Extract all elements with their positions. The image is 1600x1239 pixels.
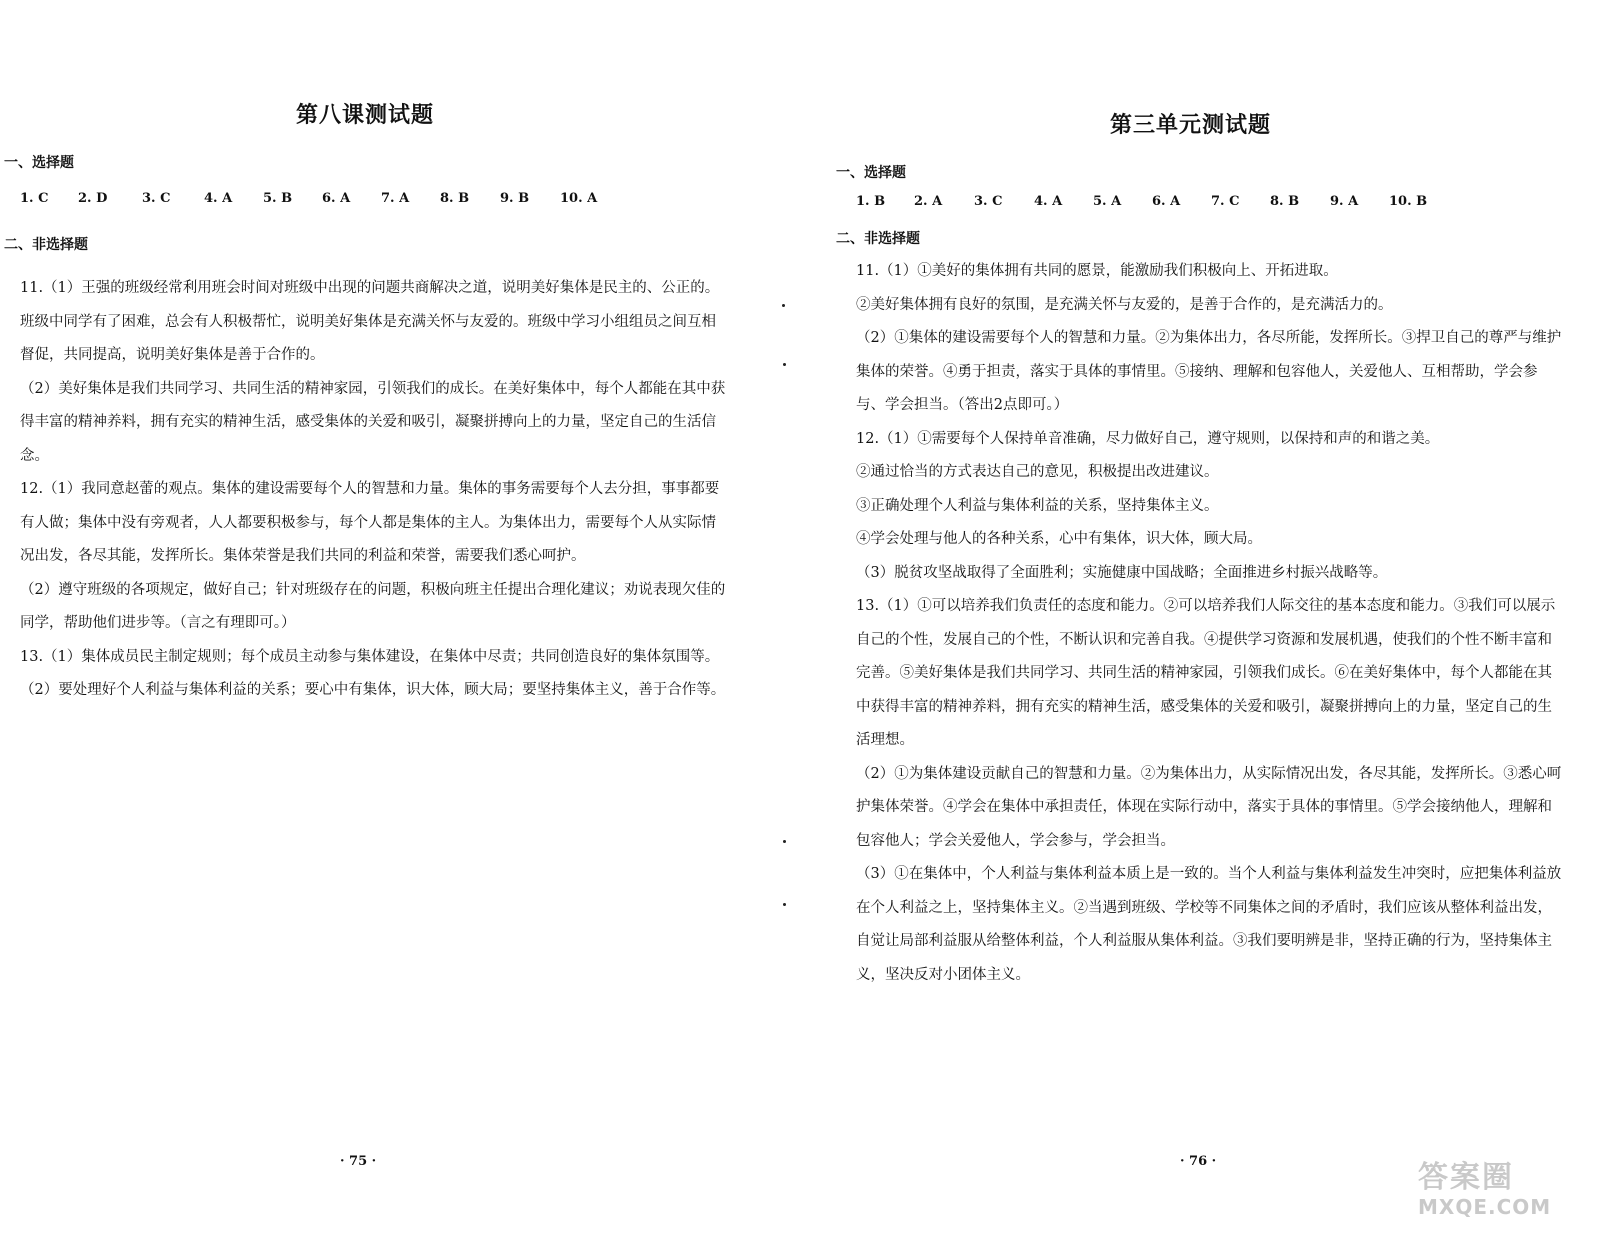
answer-item: 8. B <box>440 191 470 206</box>
answer-item: 6. A <box>1152 194 1181 209</box>
answer-item: 2. D <box>78 191 108 206</box>
answer-item: 3. C <box>974 194 1003 209</box>
page-title: 第八课测试题 <box>296 102 435 128</box>
answer-item: 7. C <box>1211 194 1240 209</box>
answer-paragraph: ②美好集体拥有良好的氛围，是充满关怀与友爱的，是善于合作的，是充满活力的。 <box>856 296 1393 313</box>
answer-item: 1. B <box>856 194 886 209</box>
answer-item: 8. B <box>1270 194 1300 209</box>
answer-paragraph: 12.（1）我同意赵蕾的观点。集体的建设需要每个人的智慧和力量。集体的事务需要每个人去分担，事事都要有人做；集体中没有旁观者，人人都要积极参与，每个人都是集体的主人。为集体出力，需要每个人从实际情况出发，各尽其能，发挥所长。集体荣誉是我们共同的利益和荣誉，需要我们悉心呵护。 <box>20 481 720 564</box>
answer-item: 4. A <box>1034 194 1063 209</box>
answer-paragraph: 11.（1）王强的班级经常利用班会时间对班级中出现的问题共商解决之道，说明美好集体是民主的、公正的。班级中同学有了困难，总会有人积极帮忙，说明美好集体是充满关怀与友爱的。班级中学习小组组员之间互相督促，共同提高，说明美好集体是善于合作的。 <box>20 280 720 363</box>
answer-item: 3. C <box>142 191 171 206</box>
site-watermark-logo <box>1418 1161 1568 1223</box>
answer-paragraph: （2）①集体的建设需要每个人的智慧和力量。②为集体出力，各尽所能，发挥所长。③捍卫自己的尊严与维护集体的荣誉。④勇于担责，落实于具体的事情里。⑤接纳、理解和包容他人，关爱他人、互相帮助，学会参与、学会担当。（答出2点即可。） <box>856 330 1562 413</box>
answer-body <box>20 272 730 708</box>
answer-item: 9. B <box>500 191 530 206</box>
answer-item: 7. A <box>381 191 410 206</box>
answer-paragraph: ②通过恰当的方式表达自己的意见，积极提出改进建议。 <box>856 464 1219 480</box>
scan-mark <box>782 304 785 307</box>
answer-paragraph: 11.（1）①美好的集体拥有共同的愿景，能激励我们积极向上、开拓进取。 <box>856 263 1338 279</box>
answer-paragraph: （2）要处理好个人利益与集体利益的关系；要心中有集体，识大体，顾大局；要坚持集体主义，善于合作等。 <box>20 682 726 698</box>
answer-item: 5. B <box>263 191 293 206</box>
answer-paragraph: （3）脱贫攻坚战取得了全面胜利；实施健康中国战略；全面推进乡村振兴战略等。 <box>856 564 1388 581</box>
answer-item: 1. C <box>20 191 49 206</box>
answer-paragraph: 13.（1）①可以培养我们负责任的态度和能力。②可以培养我们人际交往的基本态度和能力。③我们可以展示自己的个性，发展自己的个性，不断认识和完善自我。④提供学习资源和发展机遇，使我们的个性不断丰富和完善。⑤美好集体是我们共同学习、共同生活的精神家园，引领我们成长。⑥在美好集体中，每个人都能在其中获得丰富的精神养料，拥有充实的精神生活，感受集体的关爱和吸引，凝聚拼搏向上的力量，坚定自己的生活理想。 <box>856 598 1556 748</box>
answer-paragraph: （2）遵守班级的各项规定，做好自己；针对班级存在的问题，积极向班主任提出合理化建议；劝说表现欠佳的同学，帮助他们进步等。（言之有理即可。） <box>20 581 726 631</box>
page-title: 第三单元测试题 <box>1110 112 1272 138</box>
watermark-domain-text: MXQE.COM <box>1418 1195 1552 1219</box>
answer-paragraph: ③正确处理个人利益与集体利益的关系，坚持集体主义。 <box>856 497 1219 514</box>
section-heading-nonchoice: 二、非选择题 <box>836 231 920 247</box>
answer-item: 10. B <box>1389 194 1428 209</box>
answer-paragraph: （2）①为集体建设贡献自己的智慧和力量。②为集体出力，从实际情况出发，各尽其能，发挥所长。③悉心呵护集体荣誉。④学会在集体中承担责任，体现在实际行动中，落实于具体的事情里。⑤学会接纳他人，理解和包容他人；学会关爱他人，学会参与，学会担当。 <box>856 765 1562 849</box>
answer-paragraph: ④学会处理与他人的各种关系，心中有集体，识大体，顾大局。 <box>856 531 1262 547</box>
scan-mark <box>783 903 786 906</box>
answer-item: 5. A <box>1093 194 1122 209</box>
answer-item: 9. A <box>1330 194 1359 209</box>
answer-paragraph: （3）①在集体中，个人利益与集体利益本质上是一致的。当个人利益与集体利益发生冲突时，应把集体利益放在个人利益之上，坚持集体主义。②当遇到班级、学校等不同集体之间的矛盾时，我们应该从整体利益出发，自觉让局部利益服从给整体利益，个人利益服从集体利益。③我们要明辨是非，坚持正确的行为，坚持集体主义，坚决反对小团体主义。 <box>856 866 1562 983</box>
page-number: · 76 · <box>1180 1154 1217 1169</box>
answer-key-row <box>856 194 1427 209</box>
answer-key-row <box>20 191 597 206</box>
section-heading-choice: 一、选择题 <box>836 165 906 181</box>
answer-paragraph: （2）美好集体是我们共同学习、共同生活的精神家园，引领我们的成长。在美好集体中，每个人都能在其中获得丰富的精神养料，拥有充实的精神生活，感受集体的关爱和吸引，凝聚拼搏向上的力量，坚定自己的生活信念。 <box>20 380 726 464</box>
scan-mark <box>783 840 786 843</box>
answer-paragraph: 12.（1）①需要每个人保持单音准确，尽力做好自己，遵守规则，以保持和声的和谐之美。 <box>856 430 1440 447</box>
answer-item: 4. A <box>204 191 233 206</box>
answer-item: 2. A <box>914 194 943 209</box>
section-heading-nonchoice: 二、非选择题 <box>4 237 88 253</box>
section-heading-choice: 一、选择题 <box>4 155 74 171</box>
watermark-logo-text: 答案圈 <box>1418 1160 1514 1195</box>
answer-item: 6. A <box>322 191 351 206</box>
right-page <box>800 0 1600 1239</box>
answer-paragraph: 13.（1）集体成员民主制定规则；每个成员主动参与集体建设，在集体中尽责；共同创造良好的集体氛围等。 <box>20 648 720 665</box>
answer-item: 10. A <box>560 191 598 206</box>
page-number: · 75 · <box>340 1154 377 1169</box>
answer-body <box>856 255 1566 992</box>
scan-mark <box>783 363 786 366</box>
